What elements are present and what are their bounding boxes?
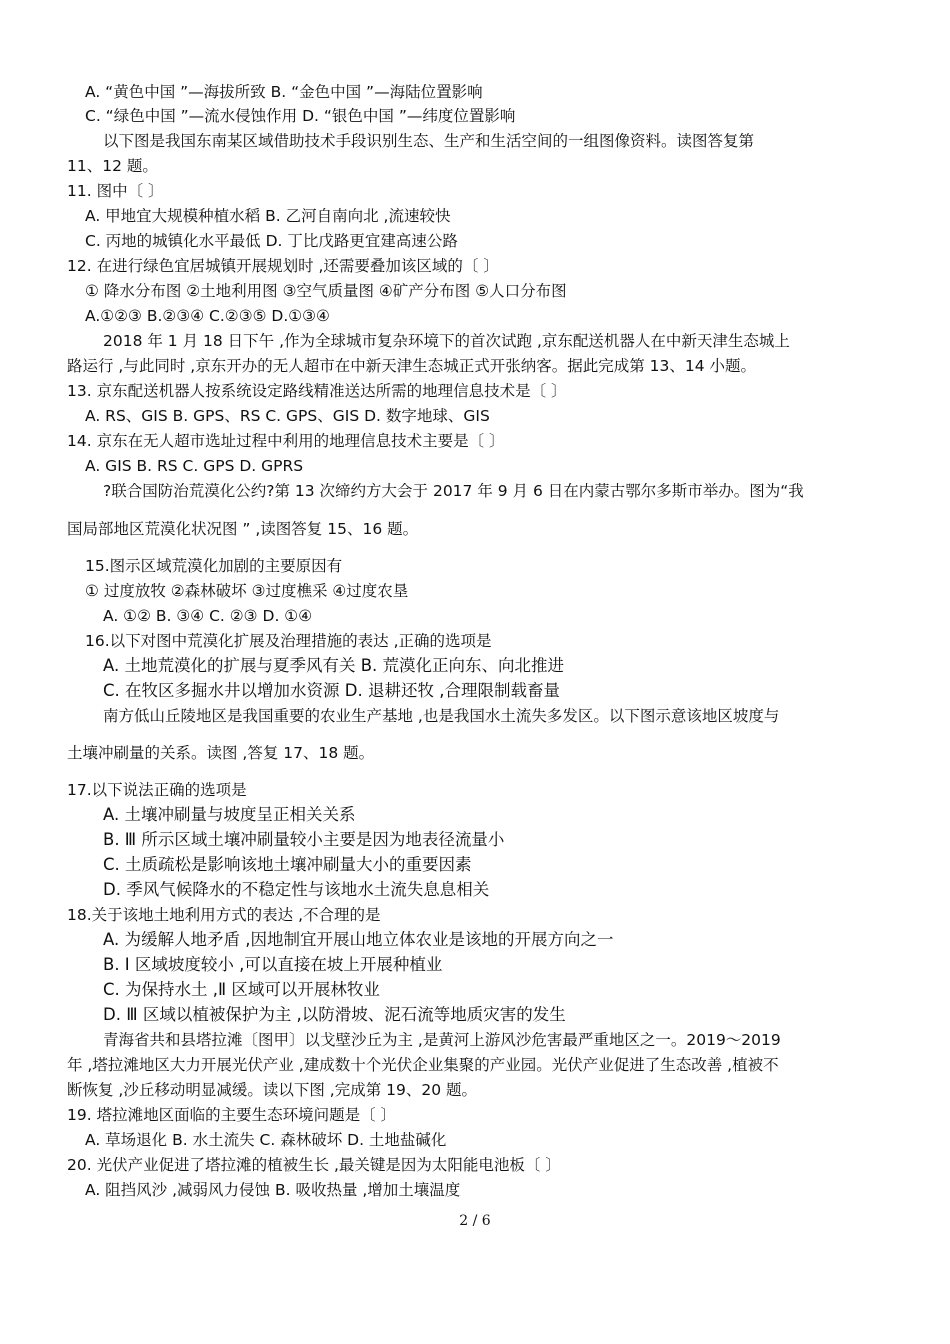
question-18: 18.关于该地土地利用方式的表达 ,不合理的是 <box>67 906 381 924</box>
question-14: 14. 京东在无人超市选址过程中利用的地理信息技术主要是〔 〕 <box>67 432 505 450</box>
question-13-options: A. RS、GIS B. GPS、RS C. GPS、GIS D. 数字地球、GIS <box>85 407 490 425</box>
question-11-options-cd: C. 丙地的城镇化水平最低 D. 丁比戊路更宜建高速公路 <box>85 232 458 250</box>
question-16-options-ab: A. 土地荒漠化的扩展与夏季风有关 B. 荒漠化正向东、向北推进 <box>103 656 565 675</box>
question-18-option-d: D. Ⅲ 区域以植被保护为主 ,以防滑坡、泥石流等地质灾害的发生 <box>103 1005 566 1024</box>
question-16-options-cd: C. 在牧区多掘水井以增加水资源 D. 退耕还牧 ,合理限制载畜量 <box>103 681 560 700</box>
question-12: 12. 在进行绿色宜居城镇开展规划时 ,还需要叠加该区域的〔 〕 <box>67 257 499 275</box>
question-17-option-a: A. 土壤冲刷量与坡度呈正相关关系 <box>103 805 356 824</box>
question-15: 15.图示区域荒漠化加剧的主要原因有 <box>85 557 343 575</box>
question-15-items: ① 过度放牧 ②森林破坏 ③过度樵采 ④过度农垦 <box>85 582 409 600</box>
intro-15-16-line-1: ?联合国防治荒漠化公约?第 13 次缔约方大会于 2017 年 9 月 6 日在内蒙古鄂尔多斯市举办。图为“我 <box>103 482 804 500</box>
question-16: 16.以下对图中荒漠化扩展及治理措施的表达 ,正确的选项是 <box>85 632 492 650</box>
question-13: 13. 京东配送机器人按系统设定路线精准送达所需的地理信息技术是〔 〕 <box>67 382 567 400</box>
question-20-options-ab: A. 阻挡风沙 ,减弱风力侵蚀 B. 吸收热量 ,增加土壤温度 <box>85 1181 461 1199</box>
question-19-options: A. 草场退化 B. 水土流失 C. 森林破坏 D. 土地盐碱化 <box>85 1131 447 1149</box>
question-17: 17.以下说法正确的选项是 <box>67 781 247 799</box>
question-17-option-b: B. Ⅲ 所示区域土壤冲刷量较小主要是因为地表径流量小 <box>103 830 505 849</box>
intro-17-18-line-2: 土壤冲刷量的关系。读图 ,答复 17、18 题。 <box>67 744 375 762</box>
intro-13-14-line-1: 2018 年 1 月 18 日下午 ,作为全球城市复杂环境下的首次试跑 ,京东配送机器人在中新天津生态城上 <box>103 332 790 350</box>
option-line-a-b: A. “黄色中国 ”—海拔所致 B. “金色中国 ”—海陆位置影响 <box>85 83 483 101</box>
question-18-option-c: C. 为保持水土 ,Ⅱ 区域可以开展林牧业 <box>103 980 380 999</box>
question-19: 19. 塔拉滩地区面临的主要生态环境问题是〔 〕 <box>67 1106 397 1124</box>
intro-13-14-line-2: 路运行 ,与此同时 ,京东开办的无人超市在中新天津生态城正式开张纳客。据此完成第 13、14 小题。 <box>67 357 757 375</box>
question-17-option-d: D. 季风气候降水的不稳定性与该地水土流失息息相关 <box>103 880 490 899</box>
question-20: 20. 光伏产业促进了塔拉滩的植被生长 ,最关键是因为太阳能电池板〔 〕 <box>67 1156 561 1174</box>
question-17-option-c: C. 土质疏松是影响该地土壤冲刷量大小的重要因素 <box>103 855 472 874</box>
intro-17-18-line-1: 南方低山丘陵地区是我国重要的农业生产基地 ,也是我国水土流失多发区。以下图示意该地区坡度与 <box>103 707 780 725</box>
question-15-options: A. ①② B. ③④ C. ②③ D. ①④ <box>103 607 313 625</box>
intro-19-20-line-2: 年 ,塔拉滩地区大力开展光伏产业 ,建成数十个光伏企业集聚的产业园。光伏产业促进了生态改善 ,植被不 <box>67 1056 779 1074</box>
intro-19-20-line-3: 断恢复 ,沙丘移动明显减缓。读以下图 ,完成第 19、20 题。 <box>67 1081 478 1099</box>
question-12-items: ① 降水分布图 ②土地利用图 ③空气质量图 ④矿产分布图 ⑤人口分布图 <box>85 282 567 300</box>
question-18-option-a: A. 为缓解人地矛盾 ,因地制宜开展山地立体农业是该地的开展方向之一 <box>103 930 614 949</box>
question-11-options-ab: A. 甲地宜大规模种植水稻 B. 乙河自南向北 ,流速较快 <box>85 207 451 225</box>
intro-19-20-line-1: 青海省共和县塔拉滩〔图甲〕以戈壁沙丘为主 ,是黄河上游风沙危害最严重地区之一。2019～2019 <box>103 1031 781 1049</box>
intro-11-12-line-2: 11、12 题。 <box>67 157 158 175</box>
intro-15-16-line-2: 国局部地区荒漠化状况图 ” ,读图答复 15、16 题。 <box>67 520 419 538</box>
question-11: 11. 图中〔 〕 <box>67 182 164 200</box>
option-line-c-d: C. “绿色中国 ”—流水侵蚀作用 D. “银色中国 ”—纬度位置影响 <box>85 107 516 125</box>
intro-11-12-line-1: 以下图是我国东南某区域借助技术手段识别生态、生产和生活空间的一组图像资料。读图答复第 <box>103 132 755 150</box>
question-14-options: A. GIS B. RS C. GPS D. GPRS <box>85 457 304 475</box>
page-number: 2 / 6 <box>459 1213 491 1229</box>
question-12-options: A.①②③ B.②③④ C.②③⑤ D.①③④ <box>85 307 330 325</box>
question-18-option-b: B. Ⅰ 区域坡度较小 ,可以直接在坡上开展种植业 <box>103 955 443 974</box>
